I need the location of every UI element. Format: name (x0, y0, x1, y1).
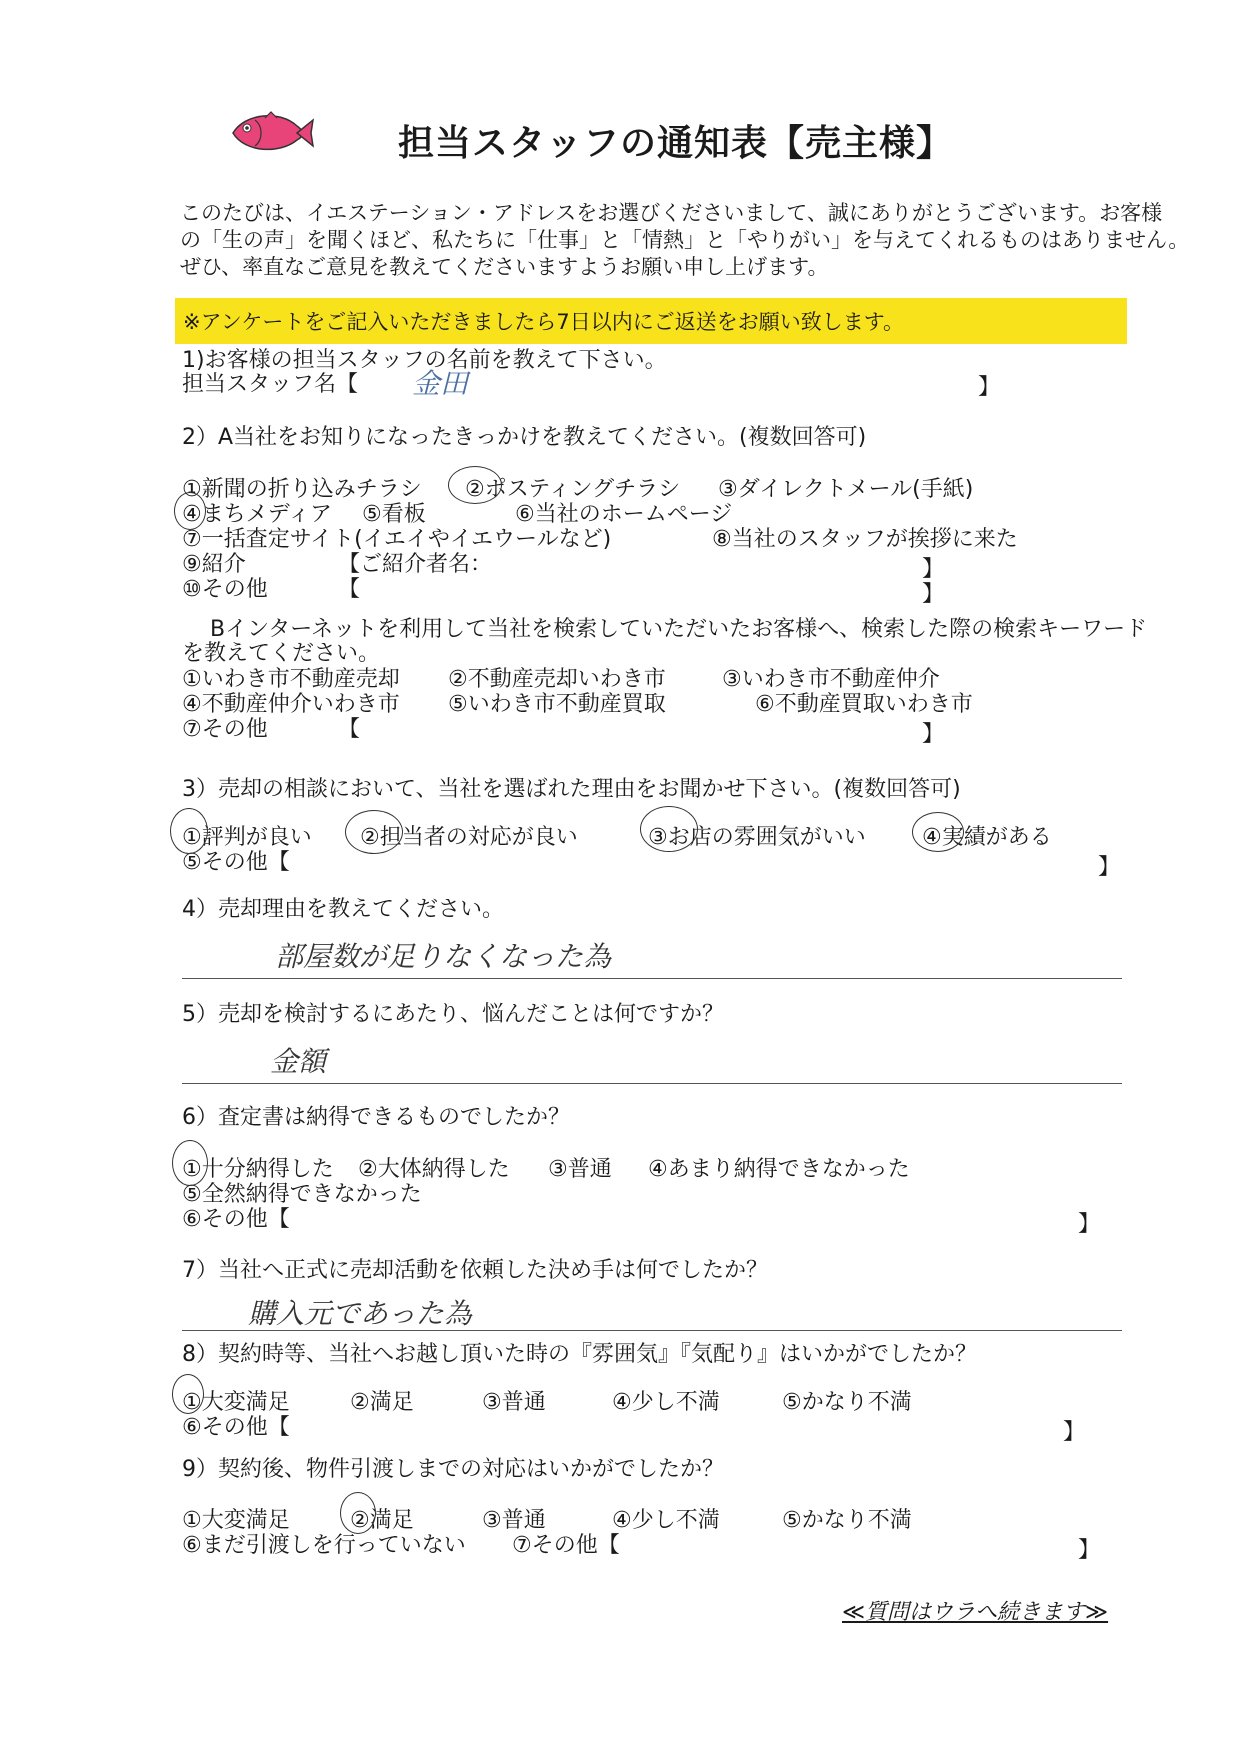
q9-option-7[interactable]: ⑦その他【 (512, 1533, 620, 1558)
q3-option-2[interactable]: ②担当者の対応が良い (360, 825, 578, 850)
q2-circle-mark-2 (448, 466, 502, 504)
q2-question: 2）A当社をお知りになったきっかけを教えてください。(複数回答可) (182, 425, 867, 450)
q2-option-8[interactable]: ⑧当社のスタッフが挨拶に来た (712, 527, 1018, 552)
q3-option-3[interactable]: ③お店の雰囲気がいい (648, 825, 866, 850)
q2-option-4[interactable]: ④まちメディア (182, 502, 332, 527)
q2-option-5[interactable]: ⑤看板 (362, 502, 426, 527)
q2-close-2: 】 (922, 582, 945, 607)
fish-logo-icon (225, 108, 315, 158)
q3-option-5[interactable]: ⑤その他【 (182, 850, 290, 875)
q8-option-2[interactable]: ②満足 (350, 1390, 414, 1415)
q6-question: 6）査定書は納得できるものでしたか？ (182, 1105, 570, 1130)
q2-option-9[interactable]: ⑨紹介 (182, 552, 246, 577)
q2b-option-7[interactable]: ⑦その他 (182, 717, 268, 742)
q2-other-open: 【 (338, 577, 361, 602)
q8-close: 】 (1063, 1420, 1086, 1445)
q6-option-4[interactable]: ④あまり納得できなかった (648, 1157, 910, 1182)
q2-option-2[interactable]: ②ポスティングチラシ (465, 477, 681, 502)
q2-option-3[interactable]: ③ダイレクトメール(手紙) (718, 477, 974, 502)
q3-circle-mark-4 (912, 812, 964, 852)
q6-option-6[interactable]: ⑥その他【 (182, 1207, 290, 1232)
q3-circle-mark-1 (170, 808, 208, 854)
q2b-option-2[interactable]: ②不動産売却いわき市 (448, 667, 666, 692)
q2-option-7[interactable]: ⑦一括査定サイト(イエイやイエウールなど) (182, 527, 612, 552)
q9-question: 9）契約後、物件引渡しまでの対応はいかがでしたか？ (182, 1457, 724, 1482)
q1-label: 担当スタッフ名【 (182, 372, 359, 397)
q2b-option-3[interactable]: ③いわき市不動産仲介 (722, 667, 940, 692)
q1-answer[interactable]: 金田 (412, 367, 469, 400)
q2b-option-5[interactable]: ⑤いわき市不動産買取 (448, 692, 666, 717)
q2-circle-mark-4 (174, 492, 206, 530)
q3-question: 3）売却の相談において、当社を選ばれた理由をお聞かせ下さい。(複数回答可) (182, 777, 961, 802)
q4-question: 4）売却理由を教えてください。 (182, 897, 504, 922)
footer-continue: ≪質問はウラへ続きます≫ (842, 1600, 1109, 1625)
q7-question: 7）当社へ正式に売却活動を依頼した決め手は何でしたか？ (182, 1258, 768, 1283)
q9-option-6[interactable]: ⑥まだ引渡しを行っていない (182, 1533, 466, 1558)
q2b-option-1[interactable]: ①いわき市不動産売却 (182, 667, 400, 692)
q2b-other-open: 【 (338, 717, 361, 742)
intro-line-3: ぜひ、率直なご意見を教えてくださいますようお願い申し上げます。 (180, 255, 829, 279)
q2-option-10[interactable]: ⑩その他 (182, 577, 268, 602)
notice-text: ※アンケートをご記入いただきましたら7日以内にご返送をお願い致します。 (183, 310, 905, 334)
q9-option-5[interactable]: ⑤かなり不満 (782, 1508, 912, 1533)
intro-line-1: このたびは、イエステーション・アドレスをお選びくださいまして、誠にありがとうございます。お客様 (180, 201, 1163, 225)
q5-question: 5）売却を検討するにあたり、悩んだことは何ですか？ (182, 1002, 724, 1027)
q9-close: 】 (1078, 1538, 1101, 1563)
q5-answer[interactable]: 金額 (270, 1045, 327, 1078)
q8-option-3[interactable]: ③普通 (482, 1390, 546, 1415)
intro-line-2: の「生の声」を聞くほど、私たちに「仕事」と「情熱」と「やりがい」を与えてくれるものはありません。 (180, 228, 1190, 252)
q5-answer-line (182, 1083, 1122, 1084)
q6-close: 】 (1078, 1212, 1101, 1237)
q2-option-1[interactable]: ①新聞の折り込みチラシ (182, 477, 422, 502)
q7-answer[interactable]: 購入元であった為 (248, 1297, 472, 1330)
q3-close: 】 (1098, 855, 1121, 880)
q8-option-6[interactable]: ⑥その他【 (182, 1415, 290, 1440)
q4-answer-line (182, 978, 1122, 979)
notice-banner (175, 298, 1127, 344)
q9-option-3[interactable]: ③普通 (482, 1508, 546, 1533)
q2b-close: 】 (922, 722, 945, 747)
q4-answer[interactable]: 部屋数が足りなくなった為 (275, 940, 612, 973)
q2b-question-1: Bインターネットを利用して当社を検索していただいたお客様へ、検索した際の検索キーワード (210, 617, 1148, 642)
q7-answer-line (182, 1330, 1122, 1331)
q2b-option-6[interactable]: ⑥不動産買取いわき市 (755, 692, 973, 717)
q3-option-4[interactable]: ④実績がある (922, 825, 1052, 850)
q9-option-2[interactable]: ②満足 (350, 1508, 414, 1533)
q3-circle-mark-2 (345, 810, 403, 854)
q8-circle-mark-1 (172, 1374, 204, 1414)
page-title: 担当スタッフの通知表【売主様】 (398, 123, 954, 164)
q6-option-1[interactable]: ①十分納得した (182, 1157, 334, 1182)
q1-close: 】 (978, 375, 1001, 400)
q3-option-1[interactable]: ①評判が良い (182, 825, 312, 850)
q8-option-4[interactable]: ④少し不満 (612, 1390, 720, 1415)
q2-option-6[interactable]: ⑥当社のホームページ (515, 502, 733, 527)
q9-circle-mark-2 (340, 1492, 376, 1534)
q2-close-1: 】 (922, 557, 945, 582)
q6-option-2[interactable]: ②大体納得した (358, 1157, 510, 1182)
q9-option-1[interactable]: ①大変満足 (182, 1508, 290, 1533)
q8-option-1[interactable]: ①大変満足 (182, 1390, 290, 1415)
q9-option-4[interactable]: ④少し不満 (612, 1508, 720, 1533)
q6-option-3[interactable]: ③普通 (548, 1157, 612, 1182)
q6-option-5[interactable]: ⑤全然納得できなかった (182, 1182, 422, 1207)
q2b-question-2: を教えてください。 (182, 641, 381, 666)
q8-question: 8）契約時等、当社へお越し頂いた時の『雰囲気』『気配り』はいかがでしたか？ (182, 1342, 977, 1367)
q2-referrer-label: 【ご紹介者名： (338, 552, 493, 577)
q2b-option-4[interactable]: ④不動産仲介いわき市 (182, 692, 400, 717)
q6-circle-mark-1 (172, 1140, 208, 1186)
q1-question: 1)お客様の担当スタッフの名前を教えて下さい。 (182, 348, 667, 373)
q8-option-5[interactable]: ⑤かなり不満 (782, 1390, 912, 1415)
q3-circle-mark-3 (640, 806, 698, 852)
